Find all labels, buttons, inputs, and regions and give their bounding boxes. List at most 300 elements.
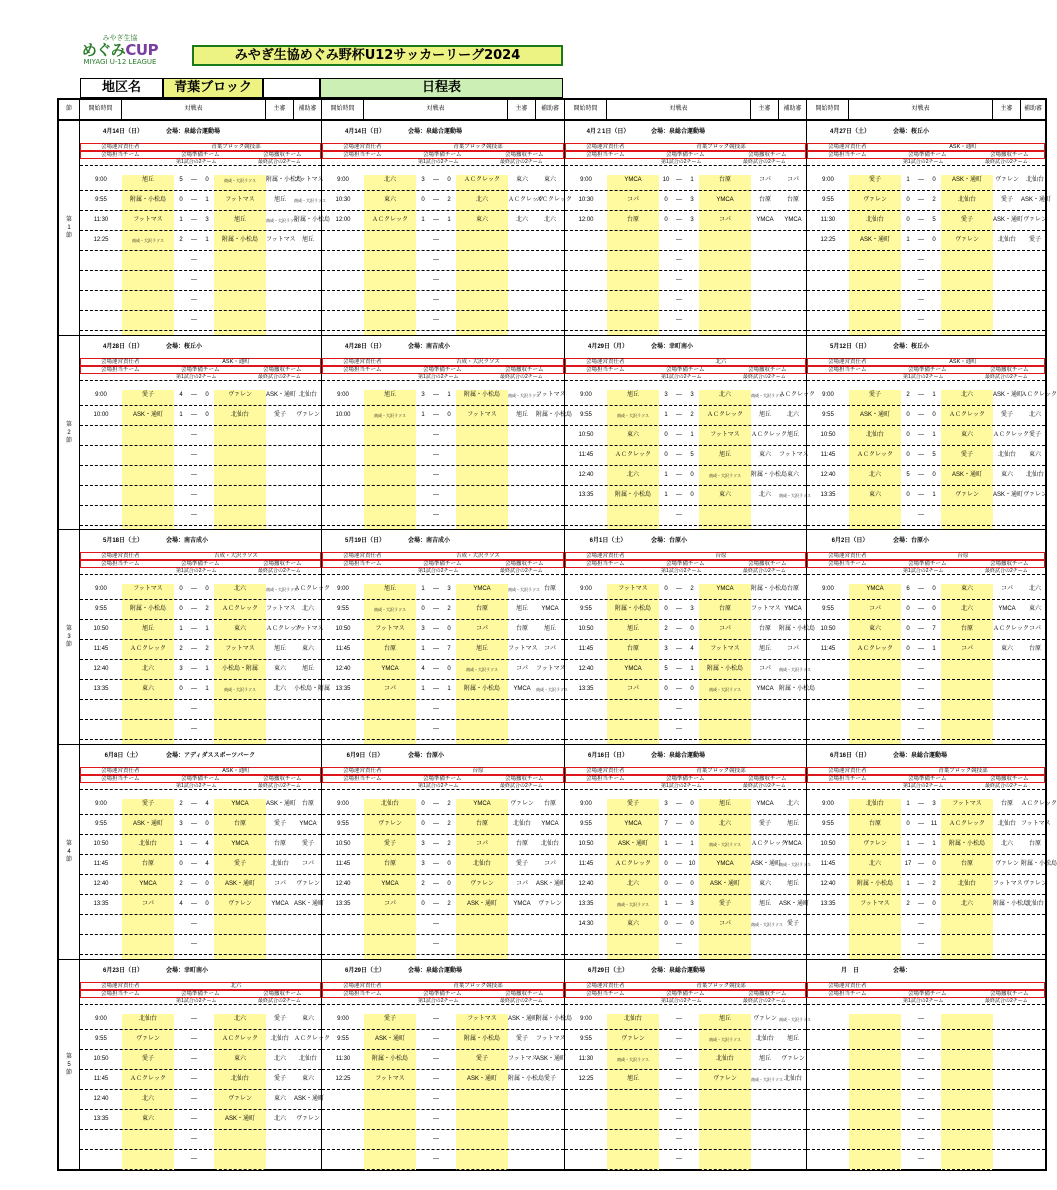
- assist-referee-team: 愛子: [1028, 432, 1041, 438]
- col-header-assist: 補助審: [535, 100, 564, 119]
- score-dash: ―: [433, 277, 439, 283]
- away-score: 0: [690, 821, 694, 827]
- match-row: [565, 1050, 806, 1070]
- away-score: 3: [690, 606, 694, 612]
- home-score: 1: [664, 901, 668, 907]
- first-match-label: 第1試合の2チーム: [418, 374, 459, 380]
- match-row: [565, 720, 806, 740]
- col-header-setsu: 節: [65, 106, 72, 112]
- start-time: 9:00: [580, 586, 592, 592]
- match-row: [80, 1110, 321, 1130]
- duty-sub-row: [565, 783, 806, 790]
- away-team: ヴァレン: [228, 1096, 252, 1102]
- home-team: 北六: [626, 472, 639, 478]
- referee-team: コパ: [515, 881, 528, 887]
- match-row: [807, 620, 1045, 640]
- assist-referee-team: 旭丘: [786, 881, 799, 887]
- home-team: ヴァレン: [378, 821, 402, 827]
- away-score: 1: [690, 432, 694, 438]
- away-score: 5: [932, 217, 936, 223]
- match-row: [322, 466, 564, 486]
- match-row: [322, 720, 564, 740]
- assist-referee-team: 愛子: [786, 921, 799, 927]
- home-score: 2: [906, 901, 910, 907]
- score-dash: ―: [191, 277, 197, 283]
- start-time: 9:00: [580, 801, 592, 807]
- home-team: 附属・小松島: [614, 492, 651, 498]
- away-score: 1: [447, 392, 451, 398]
- away-score: 2: [205, 606, 209, 612]
- duty-sub-row: [322, 374, 564, 381]
- away-score: 0: [690, 881, 694, 887]
- away-team: コパ: [718, 626, 731, 632]
- prep-team: 北六: [715, 359, 727, 365]
- score-dash: ―: [191, 432, 197, 438]
- home-team: 附属・小松島: [129, 606, 166, 612]
- home-score: 1: [906, 801, 910, 807]
- away-team: 東六: [233, 626, 246, 632]
- assist-referee-team: ヴァレン: [296, 881, 320, 887]
- assist-referee-team: ＡＣクレック: [1021, 801, 1057, 807]
- assist-referee-team: 台原: [786, 586, 799, 592]
- referee-team: 台原: [515, 626, 528, 632]
- score-dash: ―: [433, 1096, 439, 1102]
- score-dash: ―: [676, 452, 682, 458]
- start-time: 12:40: [820, 881, 836, 887]
- match-day-panel: [806, 959, 1045, 1169]
- score-dash: ―: [676, 706, 682, 712]
- manager-label: 会場運営責任者: [586, 144, 625, 150]
- match-day-panel: [79, 529, 331, 744]
- referee-team: コパ: [758, 177, 771, 183]
- away-team: 愛子: [233, 861, 246, 867]
- team-label: 会場担当チーム: [343, 991, 382, 997]
- match-row: [322, 1110, 564, 1130]
- away-score: 0: [447, 666, 451, 672]
- referee-team: 北六: [273, 1056, 286, 1062]
- home-team: 東六: [868, 492, 881, 498]
- home-score: 2: [421, 881, 425, 887]
- match-row: [80, 271, 321, 291]
- away-team: 愛子: [960, 452, 973, 458]
- start-time: 13:35: [578, 686, 594, 692]
- assist-referee-team: 北六: [301, 606, 314, 612]
- score-dash: ―: [191, 881, 197, 887]
- home-score: 3: [179, 666, 183, 672]
- home-team: ASK・通町: [132, 821, 163, 827]
- assist-referee-team: ヴァレン: [1023, 492, 1047, 498]
- duty-sub-row: [565, 159, 806, 166]
- start-time: 14:30: [578, 921, 594, 927]
- last-match-label: 最終試合の2チーム: [500, 568, 543, 574]
- first-match-label: 第1試合の2チーム: [418, 159, 459, 165]
- score-dash: ―: [433, 666, 439, 672]
- away-team: 南成・大沢ラソス: [709, 1037, 741, 1042]
- referee-team: 東六: [758, 881, 771, 887]
- match-row: [322, 1010, 573, 1030]
- match-row: [322, 446, 564, 466]
- match-day-panel: [321, 335, 573, 529]
- away-team: 北仙台: [230, 412, 249, 418]
- home-team: ＡＣクレック: [372, 217, 408, 223]
- referee-team: 愛子: [273, 821, 286, 827]
- score-dash: ―: [676, 901, 682, 907]
- start-time: 9:55: [822, 412, 834, 418]
- score-dash: ―: [676, 821, 682, 827]
- start-time: 9:00: [580, 392, 592, 398]
- match-row: [322, 935, 564, 955]
- away-score: 3: [690, 901, 694, 907]
- home-team: コパ: [868, 606, 881, 612]
- round-label: 第 4 節: [59, 744, 79, 959]
- start-time: 10:30: [578, 197, 594, 203]
- referee-team: 附属・小松島: [993, 901, 1030, 907]
- assist-referee-team: ASK・通町: [779, 901, 810, 907]
- cleanup-label: 会場撤収チーム: [990, 367, 1029, 373]
- match-row: [80, 386, 321, 406]
- home-score: 0: [664, 452, 668, 458]
- score-dash: ―: [918, 666, 924, 672]
- cleanup-label: 会場撤収チーム: [263, 152, 302, 158]
- home-score: 2: [179, 881, 183, 887]
- start-time: 12:40: [93, 1096, 109, 1102]
- match-row: [807, 406, 1045, 426]
- assist-referee-team: ASK・通町: [294, 1096, 325, 1102]
- away-team: 附属・小松島: [463, 686, 500, 692]
- away-team: 旭丘: [475, 646, 488, 652]
- match-row: [80, 1010, 321, 1030]
- match-row: [80, 486, 321, 506]
- referee-team: 旭丘: [758, 901, 771, 907]
- prep-label: 会場準備チーム: [908, 561, 947, 567]
- duty-sub-row: [807, 998, 1045, 1005]
- match-row: [80, 1070, 321, 1090]
- score-dash: ―: [433, 726, 439, 732]
- referee-team: フットマス: [751, 606, 781, 612]
- score-dash: ―: [191, 1076, 197, 1082]
- manager-label: 会場運営責任者: [828, 144, 867, 150]
- referee-team: 東六: [273, 1096, 286, 1102]
- match-day-panel: [321, 959, 573, 1169]
- assist-referee-team: 東六: [786, 472, 799, 478]
- match-row: [807, 486, 1045, 506]
- home-score: 3: [421, 392, 425, 398]
- home-score: 0: [664, 432, 668, 438]
- score-dash: ―: [676, 432, 682, 438]
- assist-referee-team: 南成・大沢ラソス: [779, 667, 811, 672]
- home-score: 1: [421, 586, 425, 592]
- col-header-referee: 主審: [507, 100, 535, 119]
- match-row: [807, 426, 1045, 446]
- away-team: 台原: [475, 821, 488, 827]
- duty-sub-row: [565, 568, 806, 575]
- away-score: 0: [932, 237, 936, 243]
- home-team: 北六: [626, 881, 639, 887]
- prep-team: 青葉ブロック競技部: [453, 983, 503, 989]
- start-time: 12:40: [578, 472, 594, 478]
- team-label: 会場担当チーム: [828, 776, 867, 782]
- assist-referee-team: ヴァレン: [1023, 217, 1047, 223]
- match-row: [80, 446, 321, 466]
- start-time: 10:50: [578, 626, 594, 632]
- away-score: 0: [690, 921, 694, 927]
- match-date: 4月27日（土）: [829, 129, 870, 135]
- venue-manager-box: [807, 982, 1045, 990]
- col-header-start: 開始時間: [806, 100, 848, 119]
- score-dash: ―: [918, 297, 924, 303]
- match-row: [565, 1130, 806, 1150]
- match-row: [322, 191, 572, 211]
- match-row: [807, 446, 1045, 466]
- home-team: 附属・小松島: [129, 197, 166, 203]
- match-date: 4月28日（日）: [102, 344, 143, 350]
- referee-team: 台原: [758, 197, 771, 203]
- cleanup-label: 会場撤収チーム: [748, 776, 787, 782]
- home-team: ＡＣクレック: [857, 646, 893, 652]
- match-row: [807, 720, 1045, 740]
- match-row: [807, 895, 1045, 915]
- start-time: 11:30: [578, 1056, 594, 1062]
- col-header-match: 対戦表: [121, 100, 265, 119]
- assist-referee-team: 東六: [543, 177, 556, 183]
- assist-referee-team: コパ: [1028, 626, 1041, 632]
- referee-team: 旭丘: [758, 412, 771, 418]
- away-team: ASK・通町: [951, 472, 982, 478]
- score-dash: ―: [433, 706, 439, 712]
- score-dash: ―: [191, 177, 197, 183]
- start-time: 9:55: [337, 821, 349, 827]
- match-date: 5月18日（土）: [102, 538, 143, 544]
- away-team: フットマス: [225, 646, 255, 652]
- round-label: 第 1 節: [59, 120, 79, 335]
- team-label: 会場担当チーム: [343, 776, 382, 782]
- match-row: [322, 311, 564, 331]
- score-dash: ―: [191, 1156, 197, 1162]
- prep-team: 青葉ブロック競技部: [453, 144, 503, 150]
- away-team: YMCA: [231, 801, 249, 807]
- score-dash: ―: [918, 317, 924, 323]
- first-match-label: 第1試合の2チーム: [418, 998, 459, 1004]
- away-score: 0: [690, 472, 694, 478]
- home-team: 旭丘: [383, 586, 396, 592]
- home-score: 1: [421, 646, 425, 652]
- away-score: 7: [932, 626, 936, 632]
- away-team: ASK・通町: [224, 881, 255, 887]
- venue: 会場：台原小: [651, 538, 688, 544]
- match-row: [80, 580, 330, 600]
- away-score: 4: [205, 861, 209, 867]
- match-row: [807, 1150, 1045, 1170]
- referee-team: ＡＣクレック: [993, 626, 1029, 632]
- home-team: 台原: [383, 646, 396, 652]
- start-time: 11:45: [93, 861, 109, 867]
- away-team: 愛子: [960, 217, 973, 223]
- match-date: 4月14日（日）: [102, 129, 143, 135]
- score-dash: ―: [918, 197, 924, 203]
- away-team: フットマス: [710, 432, 740, 438]
- away-score: 2: [447, 801, 451, 807]
- start-time: 10:00: [93, 412, 109, 418]
- venue-team-box: [807, 151, 1045, 159]
- match-date: 6月8日（土）: [104, 753, 142, 759]
- venue-manager-box: [807, 358, 1045, 366]
- duty-sub-row: [807, 783, 1045, 790]
- start-time: 11:45: [578, 646, 594, 652]
- start-time: 9:55: [95, 197, 107, 203]
- home-score: 2: [179, 237, 183, 243]
- match-row: [565, 506, 806, 526]
- start-time: 11:45: [820, 861, 836, 867]
- away-team: 北仙台: [957, 197, 976, 203]
- away-team: 東六: [233, 1056, 246, 1062]
- last-match-label: 最終試合の2チーム: [985, 568, 1028, 574]
- first-match-label: 第1試合の2チーム: [903, 568, 944, 574]
- cleanup-label: 会場撤収チーム: [505, 991, 544, 997]
- referee-team: 南成・大沢ラソス: [508, 587, 540, 592]
- referee-team: ASK・通町: [266, 392, 297, 398]
- score-dash: ―: [191, 197, 197, 203]
- match-row: [807, 171, 1045, 191]
- venue-manager-box: [807, 552, 1045, 560]
- referee-team: ASK・通町: [993, 217, 1024, 223]
- match-row: [565, 1010, 811, 1030]
- venue-team-box: [322, 151, 564, 159]
- home-score: 2: [664, 626, 668, 632]
- referee-team: 東六: [515, 177, 528, 183]
- match-row: [80, 171, 324, 191]
- start-time: 9:00: [95, 177, 107, 183]
- cleanup-label: 会場撤収チーム: [505, 367, 544, 373]
- match-row: [80, 720, 321, 740]
- venue-team-box: [807, 990, 1045, 998]
- away-score: 0: [932, 177, 936, 183]
- score-dash: ―: [191, 666, 197, 672]
- referee-team: 附属・小松島: [508, 1076, 545, 1082]
- venue-team-box: [322, 775, 564, 783]
- score-dash: ―: [191, 392, 197, 398]
- venue-team-box: [322, 366, 564, 374]
- match-row: [322, 271, 564, 291]
- match-row: [322, 1050, 567, 1070]
- match-row: [807, 660, 1045, 680]
- referee-team: 旭丘: [273, 646, 286, 652]
- assist-referee-team: ＡＣクレック: [294, 586, 330, 592]
- home-score: 2: [179, 646, 183, 652]
- venue: 会場：台原小: [893, 538, 930, 544]
- away-team: フットマス: [467, 1016, 497, 1022]
- match-row: [565, 895, 810, 915]
- match-row: [565, 251, 806, 271]
- last-match-label: 最終試合の2チーム: [985, 783, 1028, 789]
- start-time: 9:55: [95, 821, 107, 827]
- assist-referee-team: ヴァレン: [538, 901, 562, 907]
- logo-line1: みやぎ生協: [102, 34, 138, 42]
- match-row: [80, 795, 321, 815]
- last-match-label: 最終試合の2チーム: [258, 159, 301, 165]
- away-team: 旭丘: [233, 217, 246, 223]
- col-header-start: 開始時間: [79, 100, 121, 119]
- start-time: 11:45: [93, 646, 109, 652]
- away-team: 台原: [718, 606, 731, 612]
- start-time: 12:40: [820, 472, 836, 478]
- away-score: 5: [690, 452, 694, 458]
- home-team: 附属・小松島: [614, 606, 651, 612]
- referee-team: コパ: [273, 881, 286, 887]
- referee-team: フットマス: [266, 606, 296, 612]
- match-row: [322, 875, 567, 895]
- manager-label: 会場運営責任者: [343, 144, 382, 150]
- match-row: [322, 815, 564, 835]
- prep-label: 会場準備チーム: [423, 776, 462, 782]
- away-score: 1: [205, 626, 209, 632]
- score-dash: ―: [433, 1156, 439, 1162]
- start-time: 10:50: [93, 1056, 109, 1062]
- assist-referee-team: 北六: [543, 217, 556, 223]
- score-dash: ―: [433, 492, 439, 498]
- manager-label: 会場運営責任者: [343, 359, 382, 365]
- away-score: 11: [930, 821, 938, 827]
- score-dash: ―: [191, 452, 197, 458]
- start-time: 10:50: [93, 841, 109, 847]
- score-dash: ―: [918, 901, 924, 907]
- col-header-match: 対戦表: [606, 100, 750, 119]
- home-team: YMCA: [624, 666, 642, 672]
- score-dash: ―: [918, 432, 924, 438]
- start-time: 13:35: [820, 492, 836, 498]
- home-score: 3: [664, 392, 668, 398]
- score-dash: ―: [191, 297, 197, 303]
- block-name: 青葉ブロック: [163, 78, 263, 98]
- venue-team-box: [807, 366, 1045, 374]
- away-team: ASK・通町: [709, 881, 740, 887]
- home-score: 2: [906, 392, 910, 398]
- home-team: 北六: [383, 177, 396, 183]
- assist-referee-team: 旭丘: [786, 1036, 799, 1042]
- away-score: 1: [205, 237, 209, 243]
- venue-team-box: [322, 990, 564, 998]
- away-score: 3: [205, 217, 209, 223]
- match-date: 6月29日（土）: [587, 968, 628, 974]
- start-time: 9:55: [580, 1036, 592, 1042]
- start-time: 12:00: [335, 217, 351, 223]
- prep-team: 吉成・大沢ラソス: [456, 553, 500, 559]
- score-dash: ―: [433, 177, 439, 183]
- score-dash: ―: [918, 472, 924, 478]
- assist-referee-team: YMCA: [784, 841, 802, 847]
- score-dash: ―: [676, 412, 682, 418]
- home-score: 0: [906, 452, 910, 458]
- referee-team: 南成・大沢ラソス: [266, 587, 298, 592]
- manager-label: 会場運営責任者: [828, 983, 867, 989]
- prep-label: 会場準備チーム: [666, 367, 705, 373]
- start-time: 9:55: [337, 1036, 349, 1042]
- prep-label: 会場準備チーム: [908, 776, 947, 782]
- referee-team: 東六: [758, 452, 771, 458]
- prep-label: 会場準備チーム: [181, 991, 220, 997]
- away-team: ASK・通町: [466, 901, 497, 907]
- match-row: [807, 1130, 1045, 1150]
- home-team: 愛子: [141, 1056, 154, 1062]
- first-match-label: 第1試合の2チーム: [661, 783, 702, 789]
- score-dash: ―: [676, 686, 682, 692]
- assist-referee-team: 旭丘: [786, 432, 799, 438]
- assist-referee-team: コパ: [786, 177, 799, 183]
- first-match-label: 第1試合の2チーム: [903, 783, 944, 789]
- home-score: 5: [664, 666, 668, 672]
- referee-team: YMCA: [513, 686, 531, 692]
- home-score: 4: [179, 392, 183, 398]
- assist-referee-team: 南成・大沢ラソス: [779, 493, 811, 498]
